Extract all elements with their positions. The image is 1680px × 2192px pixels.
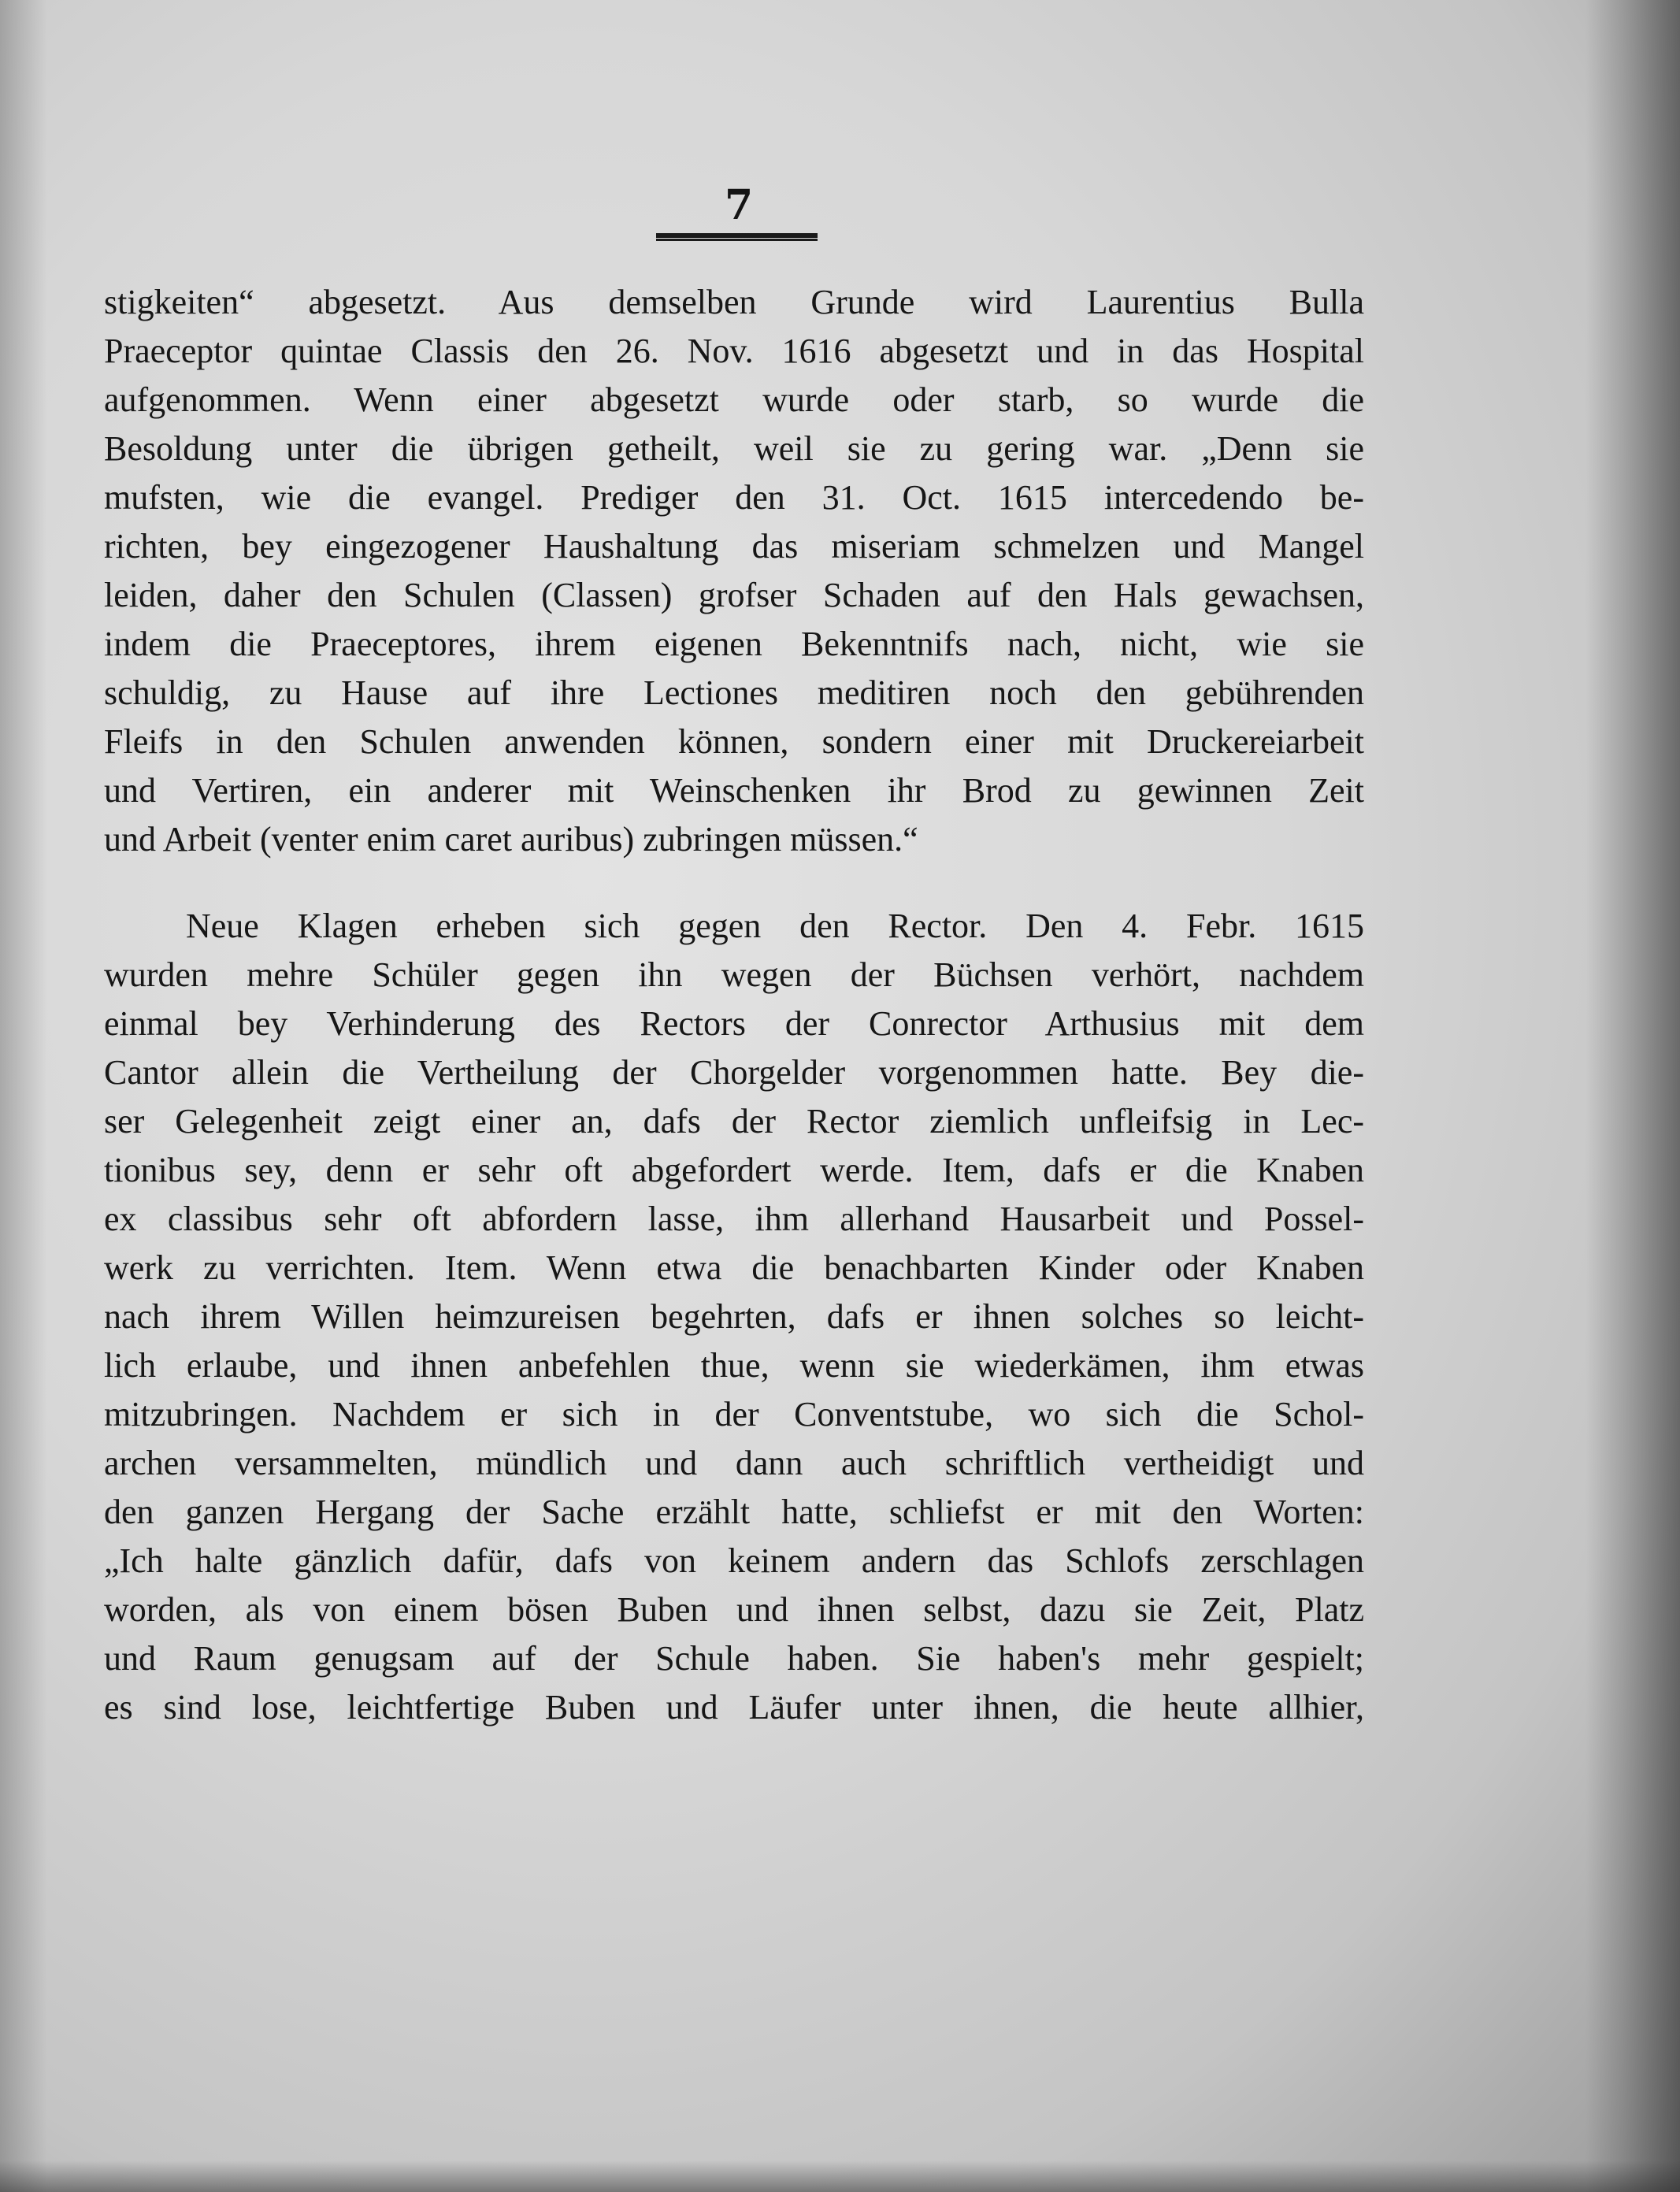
text-line: schuldig, zu Hause auf ihre Lectiones meditiren noch den gebührenden — [104, 673, 1364, 712]
paragraph-1 — [104, 278, 1364, 864]
text-line: leiden, daher den Schulen (Classen) grofser Schaden auf den Hals gewachsen, — [104, 576, 1364, 614]
header-rule — [656, 233, 818, 241]
paragraph-gap — [104, 864, 1364, 902]
text-line: worden, als von einem bösen Buben und ihnen selbst, dazu sie Zeit, Platz — [104, 1590, 1364, 1629]
text-line: Neue Klagen erheben sich gegen den Rector. Den 4. Febr. 1615 — [186, 907, 1364, 945]
page-left-shadow — [0, 0, 47, 2192]
paragraph-2 — [104, 902, 1364, 1732]
text-line: nach ihrem Willen heimzureisen begehrten, dafs er ihnen solches so leicht- — [104, 1297, 1364, 1336]
page-bottom-shadow — [0, 2160, 1680, 2192]
text-line: stigkeiten“ abgesetzt. Aus demselben Grunde wird Laurentius Bulla — [104, 283, 1364, 321]
text-line: archen versammelten, mündlich und dann auch schriftlich vertheidigt und — [104, 1444, 1364, 1482]
text-line: Cantor allein die Vertheilung der Chorgelder vorgenommen hatte. Bey die- — [104, 1053, 1364, 1092]
page-right-shadow — [1585, 0, 1680, 2192]
text-line: und Arbeit (venter enim caret auribus) zubringen müssen.“ — [104, 820, 918, 859]
body-text — [104, 278, 1364, 1732]
text-line: mufsten, wie die evangel. Prediger den 31. Oct. 1615 intercedendo be- — [104, 478, 1364, 517]
text-line: Fleifs in den Schulen anwenden können, sondern einer mit Druckereiarbeit — [104, 722, 1364, 761]
text-line: ex classibus sehr oft abfordern lasse, ihm allerhand Hausarbeit und Possel- — [104, 1200, 1364, 1238]
text-line: richten, bey eingezogener Haushaltung das miseriam schmelzen und Mangel — [104, 527, 1364, 566]
text-line: tionibus sey, denn er sehr oft abgefordert werde. Item, dafs er die Knaben — [104, 1151, 1364, 1189]
text-line: es sind lose, leichtfertige Buben und Läufer unter ihnen, die heute allhier, — [104, 1688, 1364, 1727]
text-line: mitzubringen. Nachdem er sich in der Conventstube, wo sich die Schol- — [104, 1395, 1364, 1434]
text-line: und Vertiren, ein anderer mit Weinschenken ihr Brod zu gewinnen Zeit — [104, 771, 1364, 810]
text-line: aufgenommen. Wenn einer abgesetzt wurde oder starb, so wurde die — [104, 380, 1364, 419]
text-line: Praeceptor quintae Classis den 26. Nov. 1616 abgesetzt und in das Hospital — [104, 332, 1364, 370]
text-line: und Raum genugsam auf der Schule haben. Sie haben's mehr gespielt; — [104, 1639, 1364, 1678]
text-line: „Ich halte gänzlich dafür, dafs von keinem andern das Schlofs zerschlagen — [104, 1541, 1364, 1580]
text-line: den ganzen Hergang der Sache erzählt hatte, schliefst er mit den Worten: — [104, 1493, 1364, 1531]
text-line: ser Gelegenheit zeigt einer an, dafs der Rector ziemlich unfleifsig in Lec- — [104, 1102, 1364, 1141]
text-line: einmal bey Verhinderung des Rectors der Conrector Arthusius mit dem — [104, 1004, 1364, 1043]
text-line: indem die Praeceptores, ihrem eigenen Bekenntnifs nach, nicht, wie sie — [104, 625, 1364, 663]
page-number: 7 — [725, 181, 754, 229]
text-line: wurden mehre Schüler gegen ihn wegen der Büchsen verhört, nachdem — [104, 955, 1364, 994]
text-line: lich erlaube, und ihnen anbefehlen thue, wenn sie wiederkämen, ihm etwas — [104, 1346, 1364, 1385]
text-line: werk zu verrichten. Item. Wenn etwa die benachbarten Kinder oder Knaben — [104, 1248, 1364, 1287]
text-line: Besoldung unter die übrigen getheilt, weil sie zu gering war. „Denn sie — [104, 429, 1364, 468]
